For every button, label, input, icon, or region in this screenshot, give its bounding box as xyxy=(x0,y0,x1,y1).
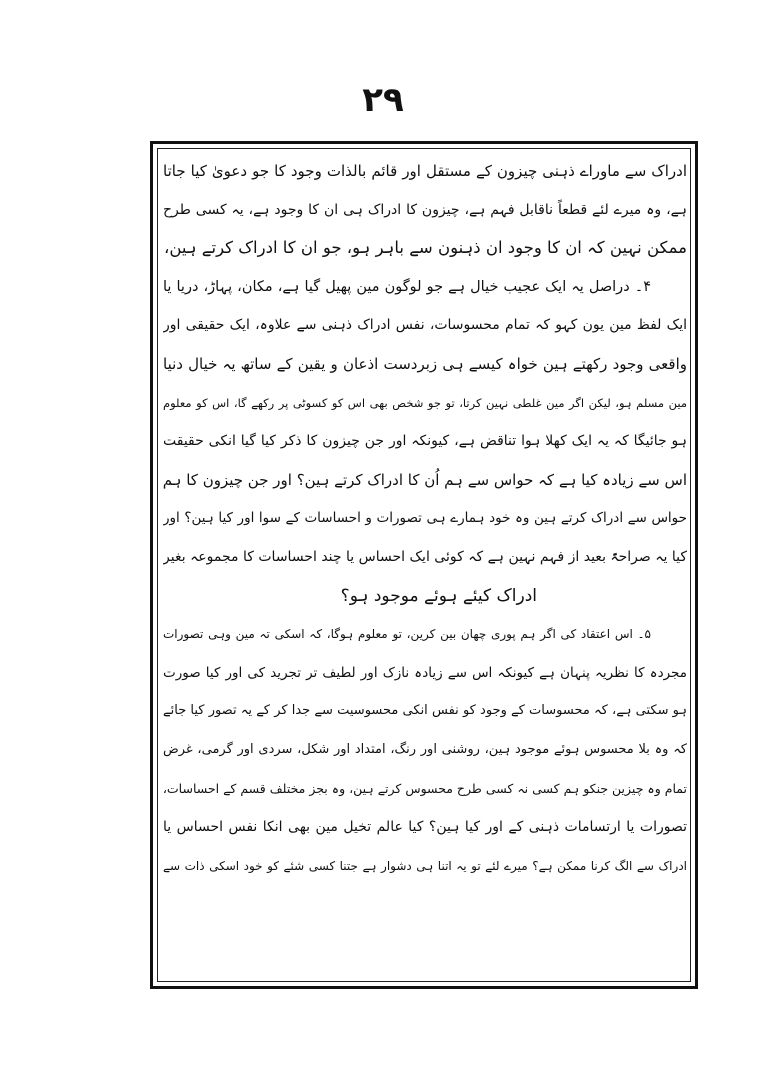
text-line: واقعی وجود رکھتے ہین خواہ کیسے ہی زبردست اذعان و یقین کے ساتھ یہ خیال دنیا xyxy=(163,354,687,373)
text-line: ہے، وہ میرے لئے قطعاً ناقابل فہم ہے، چیزون کا ادراک ہی ان کا وجود ہے، یہ کسی طرح xyxy=(163,201,687,218)
text-line: مجردہ کا نظریہ پنہان ہے کیونکہ اس سے زیادہ نازک اور لطیف تر تجرید کی اور کیا صورت xyxy=(163,664,687,681)
text-frame xyxy=(150,141,698,989)
text-line: اس سے زیادہ کیا ہے کہ حواس سے ہم اُن کا ادراک کرتے ہین؟ اور جن چیزون کا ہم xyxy=(163,470,687,489)
text-line: ۴۔ دراصل یہ ایک عجیب خیال ہے جو لوگون مین پھیل گیا ہے، مکان، پہاڑ، دریا یا xyxy=(163,278,651,295)
text-line: ایک لفظ مین یون کہو کہ تمام محسوسات، نفس ادراک ذہنی سے علاوہ، ایک حقیقی اور xyxy=(163,317,687,334)
text-line: مین مسلم ہو، لیکن اگر مین غلطی نہین کرتا، تو جو شخص بھی اس کو کسوٹی پر رکھے گا، اس کو معلوم xyxy=(163,395,687,410)
page-text xyxy=(163,152,687,885)
text-line: تمام وہ چیزین جنکو ہم کسی نہ کسی طرح محسوس کرتے ہین، وہ بجز مختلف قسم کے احساسات، xyxy=(163,780,687,796)
text-line: ادراک کیئے ہوئے موجود ہو؟ xyxy=(340,585,537,606)
text-line: ادراک سے الگ کرنا ممکن ہے؟ میرے لئے تو یہ اتنا ہی دشوار ہے جتنا کسی شئے کو خود اسکی ذات سے xyxy=(163,858,687,873)
text-line: ہو جائیگا کہ یہ ایک کھلا ہوا تناقض ہے، کیونکہ اور جن چیزون کا ذکر کیا گیا انکی حقیقت xyxy=(163,433,687,450)
text-line: ہو سکتی ہے، کہ محسوسات کے وجود کو نفس انکی محسوسیت سے جدا کر کے یہ تصور کیا جائے xyxy=(163,703,687,719)
text-line: ۵۔ اس اعتقاد کی اگر ہم پوری چھان بین کرین، تو معلوم ہوگا، کہ اسکی تہ مین وہی تصورات xyxy=(163,627,651,642)
text-line: ممکن نہین کہ ان کا وجود ان ذہنون سے باہر ہو، جو ان کا ادراک کرتے ہین، xyxy=(164,238,687,258)
text-line: کہ وہ بلا محسوس ہوئے موجود ہین، روشنی اور رنگ، امتداد اور شکل، سردی اور گرمی، غرض xyxy=(163,741,687,757)
page-number: ۲۹ xyxy=(362,80,404,120)
text-line: حواس سے ادراک کرتے ہین وہ خود ہمارے ہی تصورات و احساسات کے سوا اور کیا ہین؟ اور xyxy=(163,510,687,527)
text-line: ادراک سے ماوراے ذہنی چیزون کے مستقل اور قائم بالذات وجود کا جو دعویٰ کیا جاتا xyxy=(163,162,687,180)
text-line: کیا یہ صراحۃً بعید از فہم نہین ہے کہ کوئی ایک احساس یا چند احساسات کا مجموعہ بغیر xyxy=(163,548,687,565)
text-line: تصورات یا ارتسامات ذہنی کے اور کیا ہین؟ کیا عالم تخیل مین بھی انکا نفس احساس یا xyxy=(163,819,687,836)
